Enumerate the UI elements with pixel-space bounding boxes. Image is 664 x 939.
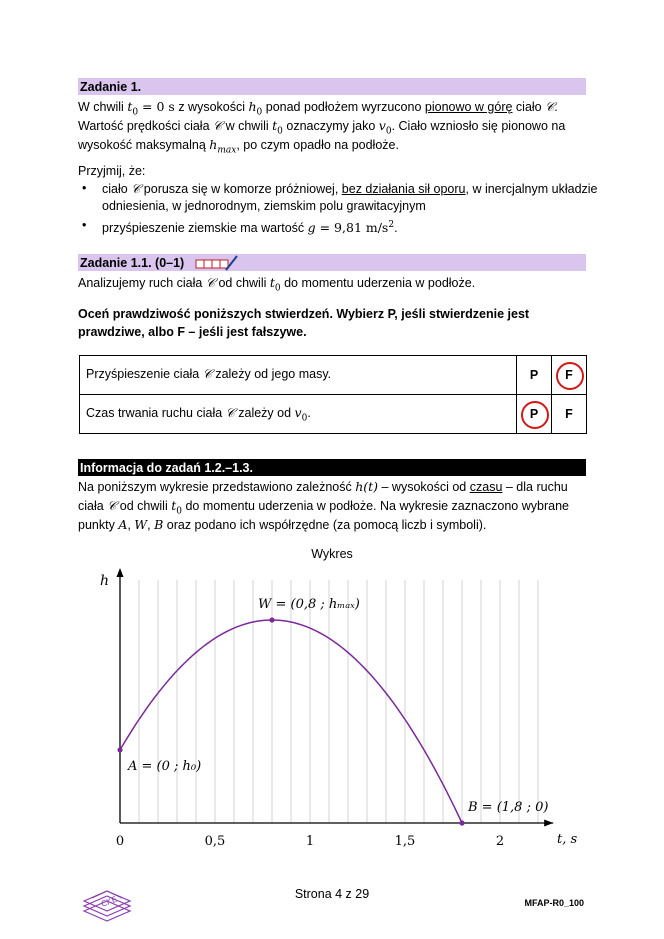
- point-label-a: A = (0 ; h₀): [128, 758, 202, 774]
- task11-instruction: Oceń prawdziwość poniższych stwierdzeń. Wybierz P, jeśli stwierdzenie jest prawdziwe, albo F – jeśli jest fałszywe.: [78, 307, 530, 339]
- task1-paragraph-line3: wysokość maksymalną $h_{max}$, po czym opadło na podłoże.: [78, 137, 399, 156]
- document-code: MFAP-R0_100: [524, 898, 584, 908]
- task11-header: Zadanie 1.1. (0–1): [80, 256, 185, 270]
- task1-assume: Przyjmij, że:: [78, 164, 146, 178]
- x-axis-arrow: [544, 820, 553, 827]
- point-w: [269, 617, 274, 622]
- task1-header-bar: [78, 78, 586, 95]
- option-f-2[interactable]: F: [552, 395, 587, 434]
- table-row: [80, 395, 587, 434]
- task1-bullet-list: [78, 180, 617, 239]
- x-axis-label: t, s: [557, 832, 578, 847]
- grading-boxes-icon: [195, 255, 239, 271]
- info-line3: punkty A, W, B oraz podano ich współrzędne (za pomocą liczb i symboli).: [78, 517, 487, 532]
- point-label-w: W = (0,8 ; hₘₐₓ): [258, 597, 360, 612]
- x-tick-label: 0: [115, 834, 125, 849]
- chart-title: Wykres: [311, 547, 353, 561]
- option-f-1[interactable]: F: [552, 356, 587, 395]
- point-label-b: B = (1,8 ; 0): [468, 800, 549, 815]
- statement-2: Czas trwania ruchu ciała 𝒞 zależy od $v_0$.: [80, 395, 517, 434]
- page-number: Strona 4 z 29: [294, 887, 370, 901]
- x-tick-label: 2: [495, 834, 505, 849]
- task1-bullet-2: • przyśpieszenie ziemskie ma wartość g = 9,81 $m/s^2$.: [102, 217, 617, 237]
- statement-1: Przyśpieszenie ciała 𝒞 zależy od jego masy.: [80, 356, 517, 395]
- table-row: [80, 356, 587, 395]
- option-p-2[interactable]: P: [517, 395, 552, 434]
- true-false-table: [79, 355, 587, 434]
- cke-logo-icon: [80, 878, 134, 924]
- task11-header-bar: [78, 254, 586, 271]
- svg-text:CKE: CKE: [99, 894, 119, 909]
- info-header: Informacja do zadań 1.2.–1.3.: [80, 461, 253, 475]
- info-header-bar: [78, 459, 586, 476]
- x-tick-label: 0,5: [204, 834, 226, 849]
- x-tick-label: 1: [305, 834, 315, 849]
- task1-paragraph-line1: W chwili $t_0 = 0$ s z wysokości $h_0$ ponad podłożem wyrzucono pionowo w górę ciało 𝒞.: [78, 99, 558, 118]
- selected-answer-circle: [556, 362, 584, 390]
- selected-answer-circle: [521, 401, 549, 429]
- task1-paragraph-line2: Wartość prędkości ciała 𝒞 w chwili $t_0$ oznaczymy jako $v_0$. Ciało wzniosło się pionowo na: [78, 118, 566, 137]
- y-axis-arrow: [117, 568, 124, 577]
- task11-intro: Analizujemy ruch ciała 𝒞 od chwili $t_0$ do momentu uderzenia w podłoże.: [78, 275, 476, 294]
- task1-header: Zadanie 1.: [80, 80, 142, 94]
- task1-bullet-1: • ciało 𝒞 porusza się w komorze próżniowej, bez działania sił oporu, w inercjalnym układzie odniesienia, w jednorodnym, ziemskim polu grawitacyjnym: [102, 180, 617, 215]
- height-time-chart: [0, 540, 664, 860]
- y-axis-label: h: [100, 573, 110, 589]
- x-tick-label: 1,5: [394, 834, 416, 849]
- point-b: [459, 820, 464, 825]
- info-line2: ciała 𝒞 od chwili $t_0$ do momentu uderzenia w podłoże. Na wykresie zaznaczono wybrane: [78, 498, 569, 517]
- option-p-1[interactable]: P: [517, 356, 552, 395]
- point-a: [117, 747, 122, 752]
- info-line1: Na poniższym wykresie przedstawiono zależność h(t) – wysokości od czasu – dla ruchu: [78, 479, 568, 494]
